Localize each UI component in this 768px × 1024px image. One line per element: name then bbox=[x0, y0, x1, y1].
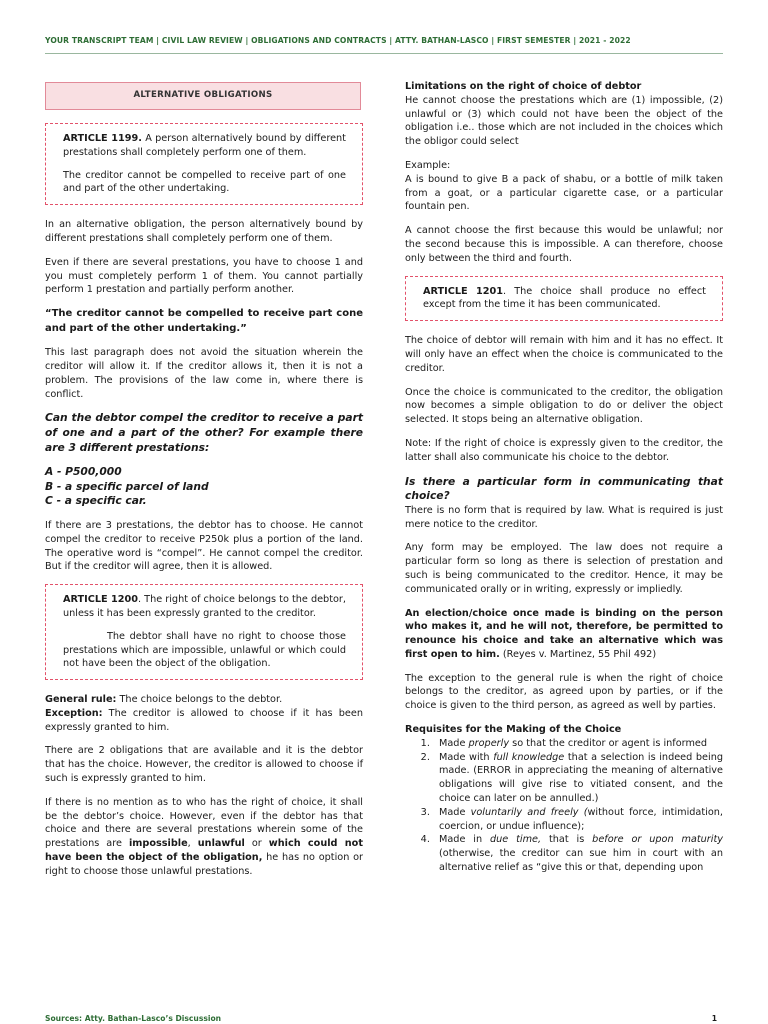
prestation-item: A - P500,000 bbox=[45, 465, 122, 479]
limitations-text: He cannot choose the prestations which are (1) impossible, (2) unlawful or (3) which could not have been the object of the obligation i.e.. those which are not included in the choices which the obligor could select bbox=[405, 94, 723, 148]
right-paragraph-5: Any form may be employed. The law does not require a particular form so long as there is selection of prestation and such is being communicated to the creditor. Hence, it may be communicated orally or in writing, expressly or impliedly. bbox=[405, 542, 723, 595]
article-1200-para1: ARTICLE 1200. The right of choice belongs to the debtor, unless it has been expressly granted to the creditor. bbox=[63, 594, 346, 619]
form-question: Is there a particular form in communicating that choice? bbox=[405, 474, 723, 503]
general-rule-exception: General rule: The choice belongs to the debtor. Exception: The creditor is allowed to choose if it has been expressly granted to him. bbox=[45, 694, 363, 733]
article-1201-label: ARTICLE 1201 bbox=[423, 285, 504, 297]
right-paragraph-2: The choice of debtor will remain with him and it has no effect. It will only have an effect when the choice is communicated to the creditor. bbox=[405, 335, 723, 374]
article-1200-box bbox=[45, 584, 363, 680]
requisite-item: 4. Made in due time, that is before or upon maturity (otherwise, the creditor can sue him in court with an alternative relief as “give this or that, depending upon bbox=[433, 833, 723, 874]
article-1199-para1: ARTICLE 1199. A person alternatively bound by different prestations shall completely perform one of them. bbox=[63, 133, 346, 158]
left-paragraph-3: This last paragraph does not avoid the situation wherein the creditor will allow it. If the creditor allows it, then it is not a problem. The provisions of the law come in, where there is conflict. bbox=[45, 347, 363, 400]
prestation-item: B - a specific parcel of land bbox=[45, 479, 209, 493]
right-paragraph-3: Once the choice is communicated to the creditor, the obligation now becomes a simple obligation to do or deliver the object selected. It stops being an alternative obligation. bbox=[405, 386, 723, 426]
left-paragraph-6: If there is no mention as to who has the right of choice, it shall be the debtor’s choice. However, even if the debtor has that choice and there are several prestations wherein some of the prestations are impossible, unlawful or which could not have been the object of the obligation, he has no option or right to choose those unlawful prestations. bbox=[45, 796, 363, 877]
requisite-item: 2. Made with full knowledge that a selection is indeed being made. (ERROR in appreciating the meaning of alternative obligations will give rise to vitiated consent, and the choice can later on be annulled.) bbox=[433, 751, 723, 806]
limitations-heading: Limitations on the right of choice of debtor bbox=[405, 81, 642, 92]
exception-label: Exception: bbox=[45, 707, 103, 719]
left-paragraph-2: Even if there are several prestations, you have to choose 1 and you must completely perform 1 of them. You cannot partially perform 1 prestation and partially perform another. bbox=[45, 256, 363, 296]
footer-sources: Sources: Atty. Bathan-Lasco’s Discussion bbox=[45, 1014, 222, 1023]
quoted-provision: “The creditor cannot be compelled to receive part cone and part of the other undertaking.” bbox=[45, 308, 363, 334]
right-paragraph-4: Note: If the right of choice is expressly given to the creditor, the latter shall also communicate his choice to the debtor. bbox=[405, 437, 723, 463]
header-divider bbox=[45, 53, 723, 54]
article-1200-para2: The debtor shall have no right to choose those prestations which are impossible, unlawful or which could not have been the object of the obligation. bbox=[63, 630, 346, 670]
right-column bbox=[405, 80, 723, 875]
requisites-list bbox=[433, 737, 723, 875]
left-column bbox=[45, 80, 363, 889]
requisites-heading: Requisites for the Making of the Choice bbox=[405, 724, 622, 736]
requisite-item: 1. Made properly so that the creditor or agent is informed bbox=[433, 737, 723, 751]
example-text: A is bound to give B a pack of shabu, or a bottle of milk taken from a goat, or a particular cigarette case, or a particular fountain pen. bbox=[405, 173, 723, 213]
case-citation: (Reyes v. Martinez, 55 Phil 492) bbox=[499, 648, 657, 660]
prestation-list bbox=[45, 465, 363, 509]
page-number: 1 bbox=[711, 1014, 717, 1023]
article-1200-label: ARTICLE 1200 bbox=[63, 594, 138, 606]
left-paragraph-5: There are 2 obligations that are available and it is the debtor that has the choice. However, the creditor is allowed to choose if such is expressly granted to him. bbox=[45, 745, 363, 785]
example-label: Example: bbox=[405, 159, 451, 171]
prestation-item: C - a specific car. bbox=[45, 494, 147, 508]
example-block bbox=[405, 159, 723, 214]
right-paragraph-1: A cannot choose the first because this would be unlawful; nor the second because this is impossible. A can therefore, choose only between the third and fourth. bbox=[405, 225, 723, 264]
general-rule-label: General rule: bbox=[45, 694, 117, 706]
debtor-compel-question: Can the debtor compel the creditor to receive a part of one and a part of the other? For example there are 3 different prestations: bbox=[45, 411, 363, 454]
form-answer: There is no form that is required by law. What is required is just mere notice to the creditor. bbox=[405, 504, 723, 530]
article-1199-para2: The creditor cannot be compelled to receive part of one and part of the other undertaking. bbox=[63, 169, 346, 195]
article-1199-label: ARTICLE 1199. bbox=[63, 133, 142, 144]
requisite-item: 3. Made voluntarily and freely (without force, intimidation, coercion, or undue influence); bbox=[433, 806, 723, 834]
left-paragraph-4: If there are 3 prestations, the debtor has to choose. He cannot compel the creditor to receive P250k plus a portion of the land. The operative word is “compel”. He cannot compel the creditor. But if the creditor will agree, then it is allowed. bbox=[45, 519, 363, 573]
page-header: YOUR TRANSCRIPT TEAM | CIVIL LAW REVIEW | OBLIGATIONS AND CONTRACTS | ATTY. BATHAN-LASCO | FIRST SEMESTER | 2021 - 2022 bbox=[45, 36, 631, 45]
limitations-block bbox=[405, 80, 723, 149]
article-1199-box bbox=[45, 123, 363, 205]
left-paragraph-1: In an alternative obligation, the person alternatively bound by different prestations shall completely perform one of them. bbox=[45, 219, 363, 244]
right-paragraph-6: The exception to the general rule is when the right of choice belongs to the creditor, as agreed upon by parties, or if the choice is given to the third person, as agreed as well by parties. bbox=[405, 672, 723, 712]
page-footer bbox=[45, 1014, 723, 1023]
article-1201-para: ARTICLE 1201. The choice shall produce no effect except from the time it has been communicated. bbox=[423, 285, 706, 311]
section-title: ALTERNATIVE OBLIGATIONS bbox=[45, 82, 361, 110]
election-rule: An election/choice once made is binding on the person who makes it, and he will not, therefore, be permitted to renounce his choice and take an alternative which was first open to him. (Reyes v. Martinez, 55 Phil 492) bbox=[405, 607, 723, 660]
article-1201-box bbox=[405, 276, 723, 322]
